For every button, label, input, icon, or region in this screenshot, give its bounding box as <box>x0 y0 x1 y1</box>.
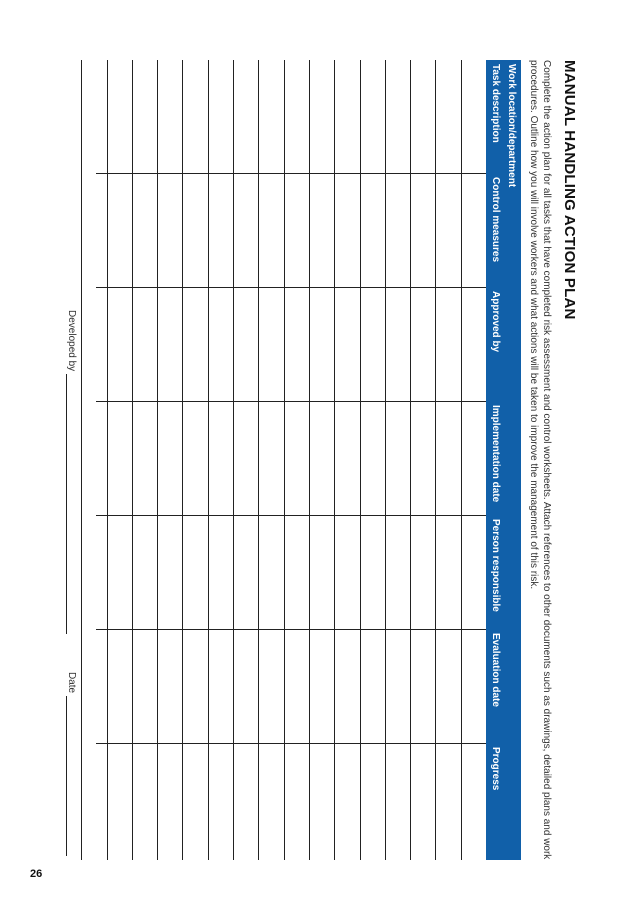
column-divider <box>96 743 486 744</box>
table-row[interactable] <box>435 60 460 860</box>
table-row[interactable] <box>284 60 309 860</box>
table-row[interactable] <box>258 60 283 860</box>
date-line[interactable] <box>66 696 78 856</box>
column-header-evaluation-date: Evaluation date <box>490 633 501 707</box>
table-row[interactable] <box>360 60 385 860</box>
column-header-person-responsible: Person responsible <box>490 519 501 612</box>
table-row[interactable] <box>309 60 334 860</box>
page-title: MANUAL HANDLING ACTION PLAN <box>561 60 578 320</box>
column-divider <box>96 629 486 630</box>
table-row[interactable] <box>410 60 435 860</box>
developed-by-line[interactable] <box>66 374 78 634</box>
table-row[interactable] <box>208 60 233 860</box>
table-row[interactable] <box>81 60 106 860</box>
table-row[interactable] <box>182 60 207 860</box>
developed-by-label: Developed by <box>66 310 77 372</box>
table-row[interactable] <box>107 60 132 860</box>
work-location-label: Work location/department <box>506 64 517 188</box>
date-field <box>66 672 78 856</box>
column-header-progress: Progress <box>490 747 501 791</box>
table-row[interactable] <box>334 60 359 860</box>
intro-text: Complete the action plan for all tasks that have completed risk assessment and control worksheets. Attach references to other documents such as drawings, detailed plans and work procedures. Outline how you will involve workers and what actions will be taken to improve the management of this risk. <box>528 60 552 860</box>
column-header-control-measures: Control measures <box>490 177 501 263</box>
developed-by-field <box>66 310 78 634</box>
column-header-task-description: Task description <box>490 64 501 143</box>
column-header-implementation-date: Implementation date <box>490 405 501 503</box>
column-divider <box>96 401 486 402</box>
table-body <box>81 60 486 860</box>
table-row[interactable] <box>132 60 157 860</box>
date-label: Date <box>66 672 77 694</box>
column-divider <box>96 515 486 516</box>
column-divider <box>96 287 486 288</box>
column-divider <box>96 173 486 174</box>
table-header <box>486 60 521 860</box>
column-header-approved-by: Approved by <box>490 291 501 353</box>
table-row[interactable] <box>233 60 258 860</box>
table-row[interactable] <box>385 60 410 860</box>
table-row[interactable] <box>157 60 182 860</box>
page-number: 26 <box>30 868 43 880</box>
table-row[interactable] <box>461 60 486 860</box>
action-plan-page <box>0 60 578 860</box>
